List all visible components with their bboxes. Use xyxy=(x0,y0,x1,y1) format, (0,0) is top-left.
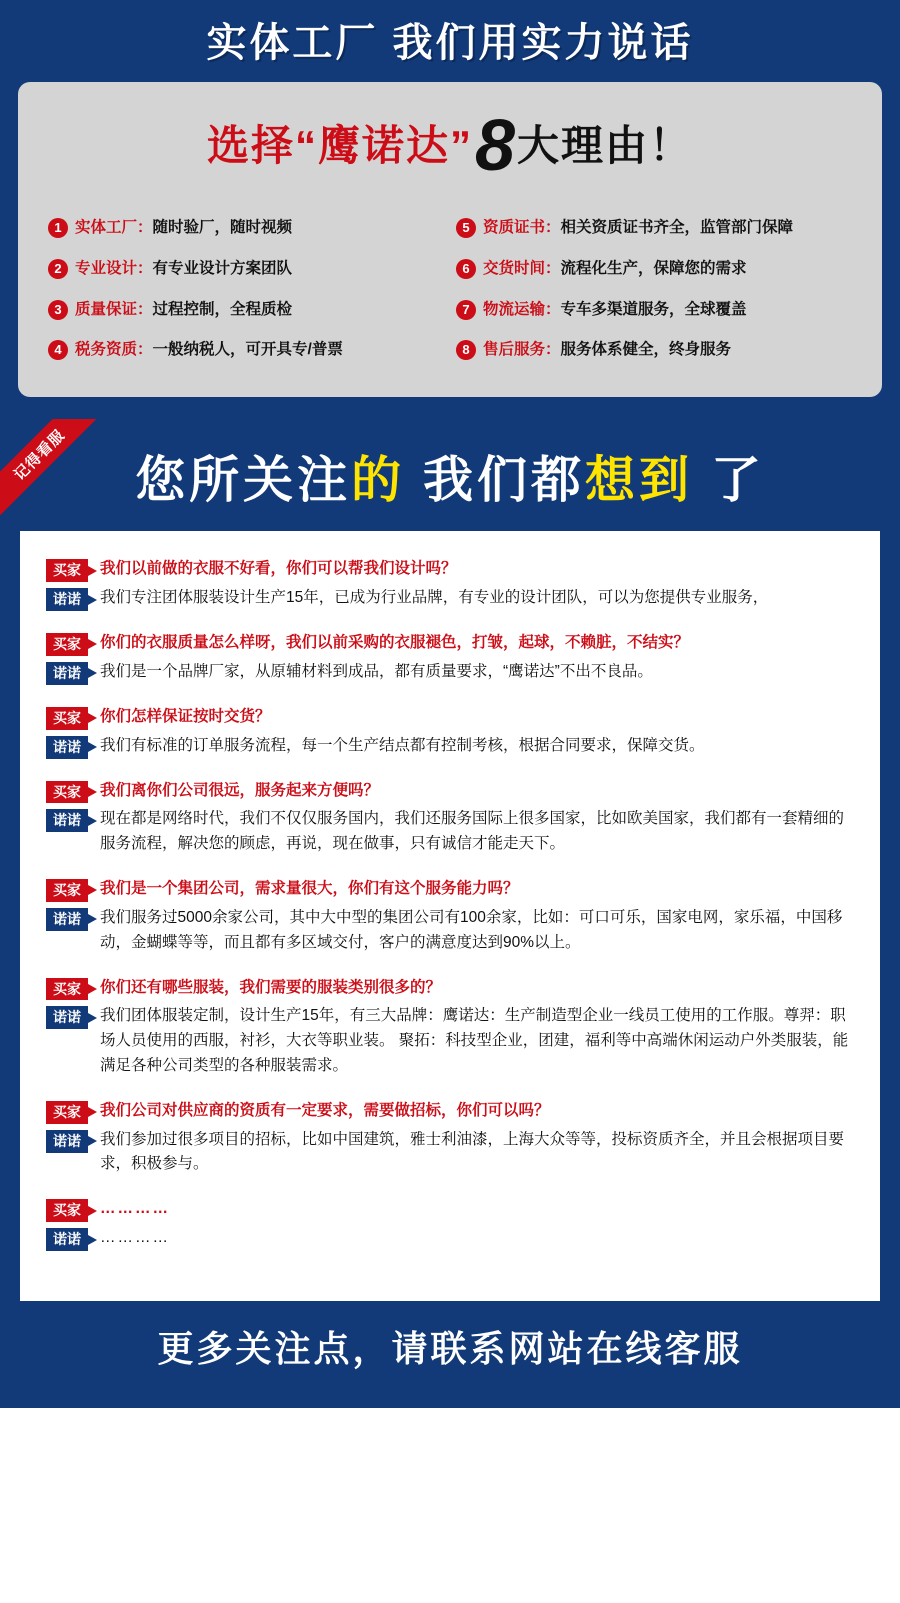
reason-item xyxy=(450,249,858,290)
qa-question-text: 我们以前做的衣服不好看，你们可以帮我们设计吗？ xyxy=(100,560,457,578)
qa-block xyxy=(46,976,854,1079)
qa-question-line xyxy=(46,779,854,804)
buyer-tag: 买家 xyxy=(46,978,88,1001)
reason-number-badge: 3 xyxy=(48,300,68,320)
reason-key: 质量保证： xyxy=(75,300,153,318)
reason-item xyxy=(42,249,450,290)
faq-headline-part: 了 xyxy=(693,452,765,509)
qa-answer-text: 我们服务过5000余家公司，其中大中型的集团公司有100余家，比如：可口可乐，国家电网，家乐福，中国移动，金蝴蝶等等，而且都有多区域交付，客户的满意度达到90%以上。 xyxy=(100,908,843,951)
reply-tag: 诺诺 xyxy=(46,1228,88,1251)
headline-number: 8 xyxy=(474,106,516,186)
reply-tag: 诺诺 xyxy=(46,809,88,832)
reason-number-badge: 7 xyxy=(456,300,476,320)
reason-value: 过程控制，全程质检 xyxy=(152,300,293,318)
qa-answer-text: 我们专注团体服装设计生产15年，已成为行业品牌，有专业的设计团队，可以为您提供专业服务， xyxy=(100,589,769,607)
qa-answer-text: 现在都是网络时代，我们不仅仅服务国内，我们还服务国际上很多国家，比如欧美国家，我们都有一套精细的服务流程，解决您的顾虑，再说，现在做事，只有诚信才能走天下。 xyxy=(100,810,845,853)
reply-tag: 诺诺 xyxy=(46,588,88,611)
reason-value: 有专业设计方案团队 xyxy=(152,259,293,277)
qa-answer-line xyxy=(46,906,854,956)
reply-tag: 诺诺 xyxy=(46,1130,88,1153)
qa-answer-line xyxy=(46,1004,854,1078)
qa-question-line xyxy=(46,705,854,730)
qa-question-line xyxy=(46,631,854,656)
reason-value: 随时验厂，随时视频 xyxy=(152,219,293,236)
faq-headline-part: 您所关注 xyxy=(135,452,352,509)
reason-number-badge: 1 xyxy=(48,218,68,238)
qa-block xyxy=(46,557,854,611)
qa-answer-line xyxy=(46,660,854,685)
qa-answer-line xyxy=(46,1128,854,1178)
reason-value: 一般纳税人，可开具专/普票 xyxy=(152,341,343,359)
faq-card xyxy=(20,531,880,1301)
reply-tag: 诺诺 xyxy=(46,662,88,685)
qa-answer-text: 我们是一个品牌厂家，从原辅材料到成品，都有质量要求，“鹰诺达”不出不良品。 xyxy=(100,662,653,680)
qa-answer-line xyxy=(46,1226,854,1251)
qa-question-text: 你们的衣服质量怎么样呀，我们以前采购的衣服褪色，打皱，起球，不赖脏，不结实？ xyxy=(100,633,690,651)
reason-key: 实体工厂： xyxy=(75,219,153,236)
reason-key: 交货时间： xyxy=(483,259,561,277)
qa-answer-text: 我们有标准的订单服务流程，每一个生产结点都有控制考核，根据合同要求，保障交货。 xyxy=(100,736,705,754)
buyer-tag: 买家 xyxy=(46,707,88,730)
qa-block xyxy=(46,779,854,857)
qa-block xyxy=(46,705,854,759)
reasons-list xyxy=(42,208,858,371)
reason-key: 物流运输： xyxy=(483,300,561,318)
reply-tag: 诺诺 xyxy=(46,908,88,931)
reason-value: 流程化生产，保障您的需求 xyxy=(560,259,747,277)
reason-item xyxy=(42,208,450,249)
reason-number-badge: 4 xyxy=(48,340,68,360)
buyer-tag: 买家 xyxy=(46,879,88,902)
buyer-tag: 买家 xyxy=(46,633,88,656)
qa-block xyxy=(46,631,854,685)
reply-tag: 诺诺 xyxy=(46,1006,88,1029)
buyer-tag: 买家 xyxy=(46,1101,88,1124)
qa-question-line xyxy=(46,976,854,1001)
qa-question-line xyxy=(46,557,854,582)
faq-headline-part: 想到 xyxy=(585,452,693,509)
qa-question-text: 你们怎样保证按时交货？ xyxy=(100,707,271,725)
qa-question-line xyxy=(46,1197,854,1222)
qa-answer-text: ………… xyxy=(100,1229,170,1247)
corner-ribbon: 记得看服 xyxy=(0,419,103,518)
reason-key: 售后服务： xyxy=(483,341,561,359)
reason-number-badge: 5 xyxy=(456,218,476,238)
reasons-section xyxy=(0,0,900,419)
qa-question-line xyxy=(46,1099,854,1124)
headline-prefix: 选择“鹰诺达” xyxy=(206,122,473,169)
qa-answer-line xyxy=(46,734,854,759)
reason-number-badge: 8 xyxy=(456,340,476,360)
faq-section xyxy=(0,419,900,1408)
footer-cta: 更多关注点，请联系网站在线客服 xyxy=(0,1301,900,1398)
reason-item xyxy=(450,290,858,331)
reasons-headline xyxy=(42,104,858,208)
buyer-tag: 买家 xyxy=(46,1199,88,1222)
reason-item xyxy=(42,290,450,331)
reason-value: 相关资质证书齐全，监管部门保障 xyxy=(560,219,794,236)
qa-question-text: 你们还有哪些服装，我们需要的服装类别很多的？ xyxy=(100,978,442,996)
qa-block xyxy=(46,1197,854,1251)
reason-key: 税务资质： xyxy=(75,341,153,359)
banner-title: 实体工厂 我们用实力说话 xyxy=(206,21,694,65)
qa-answer-line xyxy=(46,807,854,857)
qa-question-text: 我们是一个集团公司，需求量很大，你们有这个服务能力吗？ xyxy=(100,880,519,898)
faq-headline-part: 的 xyxy=(351,452,406,509)
qa-question-text: 我们公司对供应商的资质有一定要求，需要做招标，你们可以吗？ xyxy=(100,1101,550,1119)
qa-question-text: ………… xyxy=(100,1200,170,1218)
reason-number-badge: 6 xyxy=(456,259,476,279)
buyer-tag: 买家 xyxy=(46,559,88,582)
headline-suffix: 大理由！ xyxy=(517,122,694,169)
reason-item xyxy=(450,330,858,371)
reason-key: 专业设计： xyxy=(75,259,153,277)
reason-key: 资质证书： xyxy=(483,219,561,236)
qa-block xyxy=(46,877,854,955)
reply-tag: 诺诺 xyxy=(46,736,88,759)
buyer-tag: 买家 xyxy=(46,781,88,804)
qa-answer-text: 我们参加过很多项目的招标，比如中国建筑，雅士利油漆，上海大众等等，投标资质齐全，并且会根据项目要求，积极参与。 xyxy=(100,1130,845,1173)
faq-headline xyxy=(0,419,900,531)
qa-answer-text: 我们团体服装定制，设计生产15年，有三大品牌：鹰诺达：生产制造型企业一线员工使用的工作服。尊羿：职场人员使用的西服，衬衫，大衣等职业装。 聚拓：科技型企业，团建，福利等中高端休闲运动户外类服装，能满足各种公司类型的各种服装需求。 xyxy=(100,1007,849,1074)
qa-block xyxy=(46,1099,854,1177)
qa-answer-line xyxy=(46,586,854,611)
reason-value: 服务体系健全，终身服务 xyxy=(560,341,732,359)
reason-value: 专车多渠道服务，全球覆盖 xyxy=(560,300,747,318)
reason-item xyxy=(42,330,450,371)
reason-item xyxy=(450,208,858,249)
reason-number-badge: 2 xyxy=(48,259,68,279)
faq-headline-part: 我们都 xyxy=(405,452,585,509)
qa-question-text: 我们离你们公司很远，服务起来方便吗？ xyxy=(100,781,380,799)
qa-question-line xyxy=(46,877,854,902)
reasons-card xyxy=(18,82,882,397)
